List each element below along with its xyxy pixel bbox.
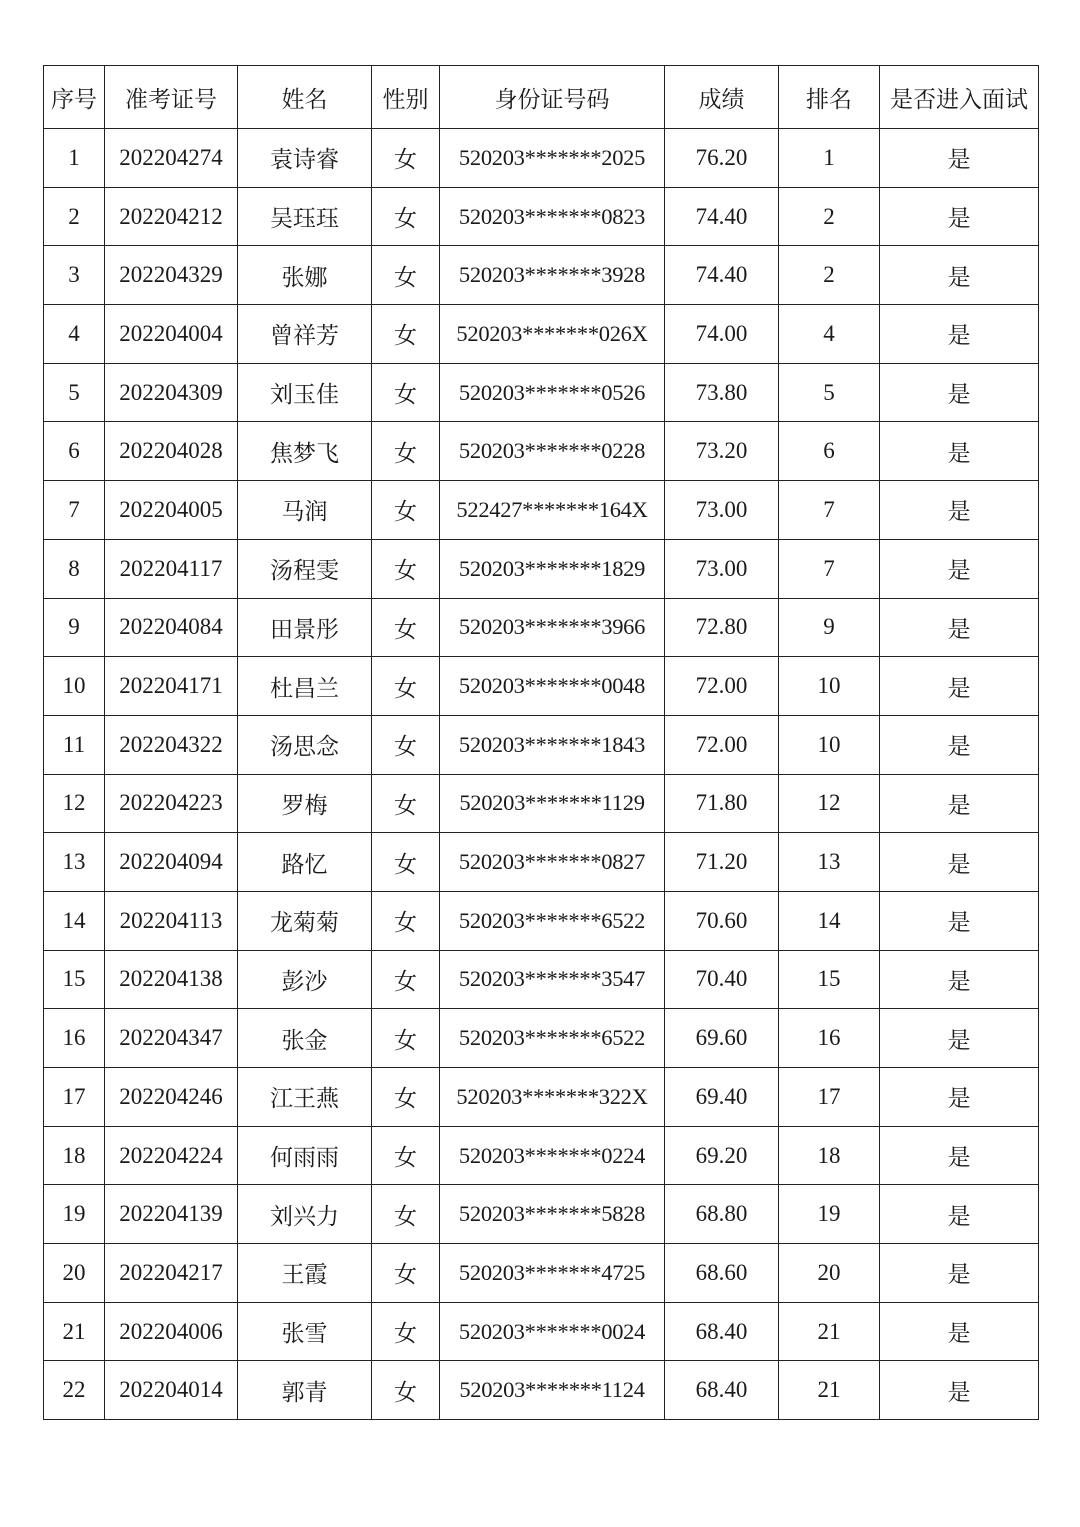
table-row [44, 833, 1039, 892]
cell-seq: 1 [44, 129, 105, 188]
table-header [44, 66, 1039, 129]
cell-name: 何雨雨 [238, 1126, 372, 1185]
cell-score: 69.60 [665, 1009, 779, 1068]
cell-id-no: 520203*******3928 [440, 246, 665, 305]
cell-exam-no: 202204005 [105, 481, 238, 540]
cell-id-no: 520203*******1843 [440, 715, 665, 774]
cell-exam-no: 202204217 [105, 1244, 238, 1303]
cell-interview: 是 [880, 1126, 1039, 1185]
cell-id-no: 520203*******2025 [440, 129, 665, 188]
cell-score: 73.00 [665, 481, 779, 540]
table-row [44, 715, 1039, 774]
cell-id-no: 520203*******0827 [440, 833, 665, 892]
cell-name: 彭沙 [238, 950, 372, 1009]
cell-gender: 女 [372, 598, 440, 657]
cell-name: 田景彤 [238, 598, 372, 657]
cell-score: 71.20 [665, 833, 779, 892]
cell-rank: 19 [779, 1185, 880, 1244]
cell-interview: 是 [880, 1361, 1039, 1420]
table-row [44, 950, 1039, 1009]
cell-exam-no: 202204006 [105, 1302, 238, 1361]
cell-seq: 16 [44, 1009, 105, 1068]
cell-name: 郭青 [238, 1361, 372, 1420]
table-row [44, 1185, 1039, 1244]
results-sheet [43, 65, 1038, 1420]
cell-name: 龙菊菊 [238, 891, 372, 950]
cell-id-no: 520203*******0024 [440, 1302, 665, 1361]
cell-seq: 17 [44, 1068, 105, 1127]
cell-id-no: 520203*******6522 [440, 891, 665, 950]
cell-rank: 2 [779, 187, 880, 246]
cell-rank: 9 [779, 598, 880, 657]
cell-score: 69.40 [665, 1068, 779, 1127]
header-interview: 是否进入面试 [880, 66, 1039, 129]
cell-name: 罗梅 [238, 774, 372, 833]
cell-rank: 2 [779, 246, 880, 305]
cell-exam-no: 202204139 [105, 1185, 238, 1244]
cell-exam-no: 202204084 [105, 598, 238, 657]
table-row [44, 305, 1039, 364]
cell-rank: 14 [779, 891, 880, 950]
cell-seq: 8 [44, 539, 105, 598]
cell-interview: 是 [880, 1068, 1039, 1127]
cell-name: 张金 [238, 1009, 372, 1068]
cell-rank: 6 [779, 422, 880, 481]
cell-exam-no: 202204212 [105, 187, 238, 246]
cell-gender: 女 [372, 1302, 440, 1361]
cell-score: 73.80 [665, 363, 779, 422]
cell-rank: 21 [779, 1361, 880, 1420]
cell-seq: 3 [44, 246, 105, 305]
cell-interview: 是 [880, 246, 1039, 305]
cell-seq: 19 [44, 1185, 105, 1244]
cell-id-no: 520203*******6522 [440, 1009, 665, 1068]
cell-gender: 女 [372, 950, 440, 1009]
table-row [44, 774, 1039, 833]
cell-name: 焦梦飞 [238, 422, 372, 481]
cell-name: 路忆 [238, 833, 372, 892]
cell-exam-no: 202204171 [105, 657, 238, 716]
cell-exam-no: 202204117 [105, 539, 238, 598]
cell-name: 张雪 [238, 1302, 372, 1361]
cell-interview: 是 [880, 774, 1039, 833]
cell-gender: 女 [372, 129, 440, 188]
cell-rank: 5 [779, 363, 880, 422]
cell-score: 70.60 [665, 891, 779, 950]
table-row [44, 1068, 1039, 1127]
cell-id-no: 520203*******0048 [440, 657, 665, 716]
cell-id-no: 520203*******0526 [440, 363, 665, 422]
cell-name: 刘兴力 [238, 1185, 372, 1244]
table-row [44, 246, 1039, 305]
table-row [44, 363, 1039, 422]
cell-rank: 7 [779, 539, 880, 598]
cell-interview: 是 [880, 187, 1039, 246]
cell-score: 72.00 [665, 657, 779, 716]
cell-rank: 18 [779, 1126, 880, 1185]
header-seq: 序号 [44, 66, 105, 129]
cell-seq: 14 [44, 891, 105, 950]
cell-gender: 女 [372, 1009, 440, 1068]
cell-score: 68.40 [665, 1302, 779, 1361]
cell-rank: 4 [779, 305, 880, 364]
cell-gender: 女 [372, 246, 440, 305]
cell-seq: 22 [44, 1361, 105, 1420]
cell-score: 72.00 [665, 715, 779, 774]
cell-score: 76.20 [665, 129, 779, 188]
cell-score: 72.80 [665, 598, 779, 657]
cell-score: 74.40 [665, 246, 779, 305]
cell-score: 70.40 [665, 950, 779, 1009]
header-row [44, 66, 1039, 129]
cell-exam-no: 202204322 [105, 715, 238, 774]
cell-seq: 20 [44, 1244, 105, 1303]
cell-name: 汤程雯 [238, 539, 372, 598]
cell-seq: 9 [44, 598, 105, 657]
cell-interview: 是 [880, 715, 1039, 774]
cell-name: 王霞 [238, 1244, 372, 1303]
cell-interview: 是 [880, 363, 1039, 422]
cell-score: 68.80 [665, 1185, 779, 1244]
table-row [44, 422, 1039, 481]
cell-exam-no: 202204014 [105, 1361, 238, 1420]
cell-id-no: 522427*******164X [440, 481, 665, 540]
cell-interview: 是 [880, 422, 1039, 481]
cell-exam-no: 202204028 [105, 422, 238, 481]
cell-gender: 女 [372, 363, 440, 422]
cell-seq: 13 [44, 833, 105, 892]
cell-score: 73.00 [665, 539, 779, 598]
cell-id-no: 520203*******1129 [440, 774, 665, 833]
cell-exam-no: 202204329 [105, 246, 238, 305]
cell-exam-no: 202204347 [105, 1009, 238, 1068]
cell-exam-no: 202204223 [105, 774, 238, 833]
table-body [44, 129, 1039, 1420]
cell-name: 杜昌兰 [238, 657, 372, 716]
cell-seq: 2 [44, 187, 105, 246]
header-rank: 排名 [779, 66, 880, 129]
cell-seq: 12 [44, 774, 105, 833]
header-id-no: 身份证号码 [440, 66, 665, 129]
table-row [44, 129, 1039, 188]
cell-gender: 女 [372, 539, 440, 598]
cell-gender: 女 [372, 833, 440, 892]
header-score: 成绩 [665, 66, 779, 129]
cell-name: 吴珏珏 [238, 187, 372, 246]
cell-name: 张娜 [238, 246, 372, 305]
cell-rank: 17 [779, 1068, 880, 1127]
cell-gender: 女 [372, 1126, 440, 1185]
cell-exam-no: 202204246 [105, 1068, 238, 1127]
cell-name: 江王燕 [238, 1068, 372, 1127]
cell-interview: 是 [880, 598, 1039, 657]
cell-seq: 6 [44, 422, 105, 481]
cell-seq: 7 [44, 481, 105, 540]
cell-gender: 女 [372, 422, 440, 481]
cell-interview: 是 [880, 481, 1039, 540]
cell-gender: 女 [372, 1185, 440, 1244]
table-row [44, 1302, 1039, 1361]
table-row [44, 598, 1039, 657]
cell-gender: 女 [372, 187, 440, 246]
cell-exam-no: 202204004 [105, 305, 238, 364]
cell-seq: 4 [44, 305, 105, 364]
table-row [44, 1009, 1039, 1068]
cell-score: 71.80 [665, 774, 779, 833]
header-gender: 性别 [372, 66, 440, 129]
cell-name: 袁诗睿 [238, 129, 372, 188]
cell-gender: 女 [372, 715, 440, 774]
cell-rank: 15 [779, 950, 880, 1009]
cell-name: 汤思念 [238, 715, 372, 774]
header-name: 姓名 [238, 66, 372, 129]
cell-exam-no: 202204274 [105, 129, 238, 188]
cell-id-no: 520203*******4725 [440, 1244, 665, 1303]
cell-id-no: 520203*******026X [440, 305, 665, 364]
cell-exam-no: 202204094 [105, 833, 238, 892]
cell-rank: 20 [779, 1244, 880, 1303]
cell-gender: 女 [372, 657, 440, 716]
cell-interview: 是 [880, 1009, 1039, 1068]
table-row [44, 891, 1039, 950]
cell-gender: 女 [372, 1068, 440, 1127]
header-exam-no: 准考证号 [105, 66, 238, 129]
cell-id-no: 520203*******1124 [440, 1361, 665, 1420]
cell-interview: 是 [880, 1244, 1039, 1303]
cell-name: 马润 [238, 481, 372, 540]
cell-rank: 12 [779, 774, 880, 833]
cell-interview: 是 [880, 1185, 1039, 1244]
cell-seq: 5 [44, 363, 105, 422]
table-row [44, 1361, 1039, 1420]
cell-interview: 是 [880, 891, 1039, 950]
cell-gender: 女 [372, 481, 440, 540]
cell-score: 74.00 [665, 305, 779, 364]
cell-id-no: 520203*******0224 [440, 1126, 665, 1185]
cell-rank: 21 [779, 1302, 880, 1361]
table-row [44, 187, 1039, 246]
cell-score: 68.40 [665, 1361, 779, 1420]
cell-rank: 13 [779, 833, 880, 892]
cell-score: 73.20 [665, 422, 779, 481]
cell-interview: 是 [880, 657, 1039, 716]
cell-exam-no: 202204224 [105, 1126, 238, 1185]
cell-interview: 是 [880, 833, 1039, 892]
cell-interview: 是 [880, 129, 1039, 188]
cell-id-no: 520203*******5828 [440, 1185, 665, 1244]
cell-id-no: 520203*******3547 [440, 950, 665, 1009]
cell-rank: 16 [779, 1009, 880, 1068]
table-row [44, 1244, 1039, 1303]
cell-rank: 10 [779, 715, 880, 774]
cell-rank: 1 [779, 129, 880, 188]
cell-score: 68.60 [665, 1244, 779, 1303]
cell-seq: 15 [44, 950, 105, 1009]
cell-name: 刘玉佳 [238, 363, 372, 422]
cell-gender: 女 [372, 1244, 440, 1303]
cell-score: 69.20 [665, 1126, 779, 1185]
cell-id-no: 520203*******3966 [440, 598, 665, 657]
cell-seq: 18 [44, 1126, 105, 1185]
cell-gender: 女 [372, 774, 440, 833]
cell-interview: 是 [880, 950, 1039, 1009]
cell-seq: 10 [44, 657, 105, 716]
cell-exam-no: 202204113 [105, 891, 238, 950]
cell-id-no: 520203*******322X [440, 1068, 665, 1127]
table-row [44, 657, 1039, 716]
cell-rank: 10 [779, 657, 880, 716]
cell-interview: 是 [880, 539, 1039, 598]
cell-name: 曾祥芳 [238, 305, 372, 364]
cell-gender: 女 [372, 305, 440, 364]
cell-interview: 是 [880, 305, 1039, 364]
cell-id-no: 520203*******1829 [440, 539, 665, 598]
cell-rank: 7 [779, 481, 880, 540]
cell-seq: 11 [44, 715, 105, 774]
cell-exam-no: 202204309 [105, 363, 238, 422]
table-row [44, 1126, 1039, 1185]
table-row [44, 539, 1039, 598]
cell-exam-no: 202204138 [105, 950, 238, 1009]
cell-id-no: 520203*******0228 [440, 422, 665, 481]
cell-score: 74.40 [665, 187, 779, 246]
cell-gender: 女 [372, 891, 440, 950]
table-row [44, 481, 1039, 540]
cell-gender: 女 [372, 1361, 440, 1420]
results-table [43, 65, 1039, 1420]
cell-seq: 21 [44, 1302, 105, 1361]
cell-interview: 是 [880, 1302, 1039, 1361]
cell-id-no: 520203*******0823 [440, 187, 665, 246]
